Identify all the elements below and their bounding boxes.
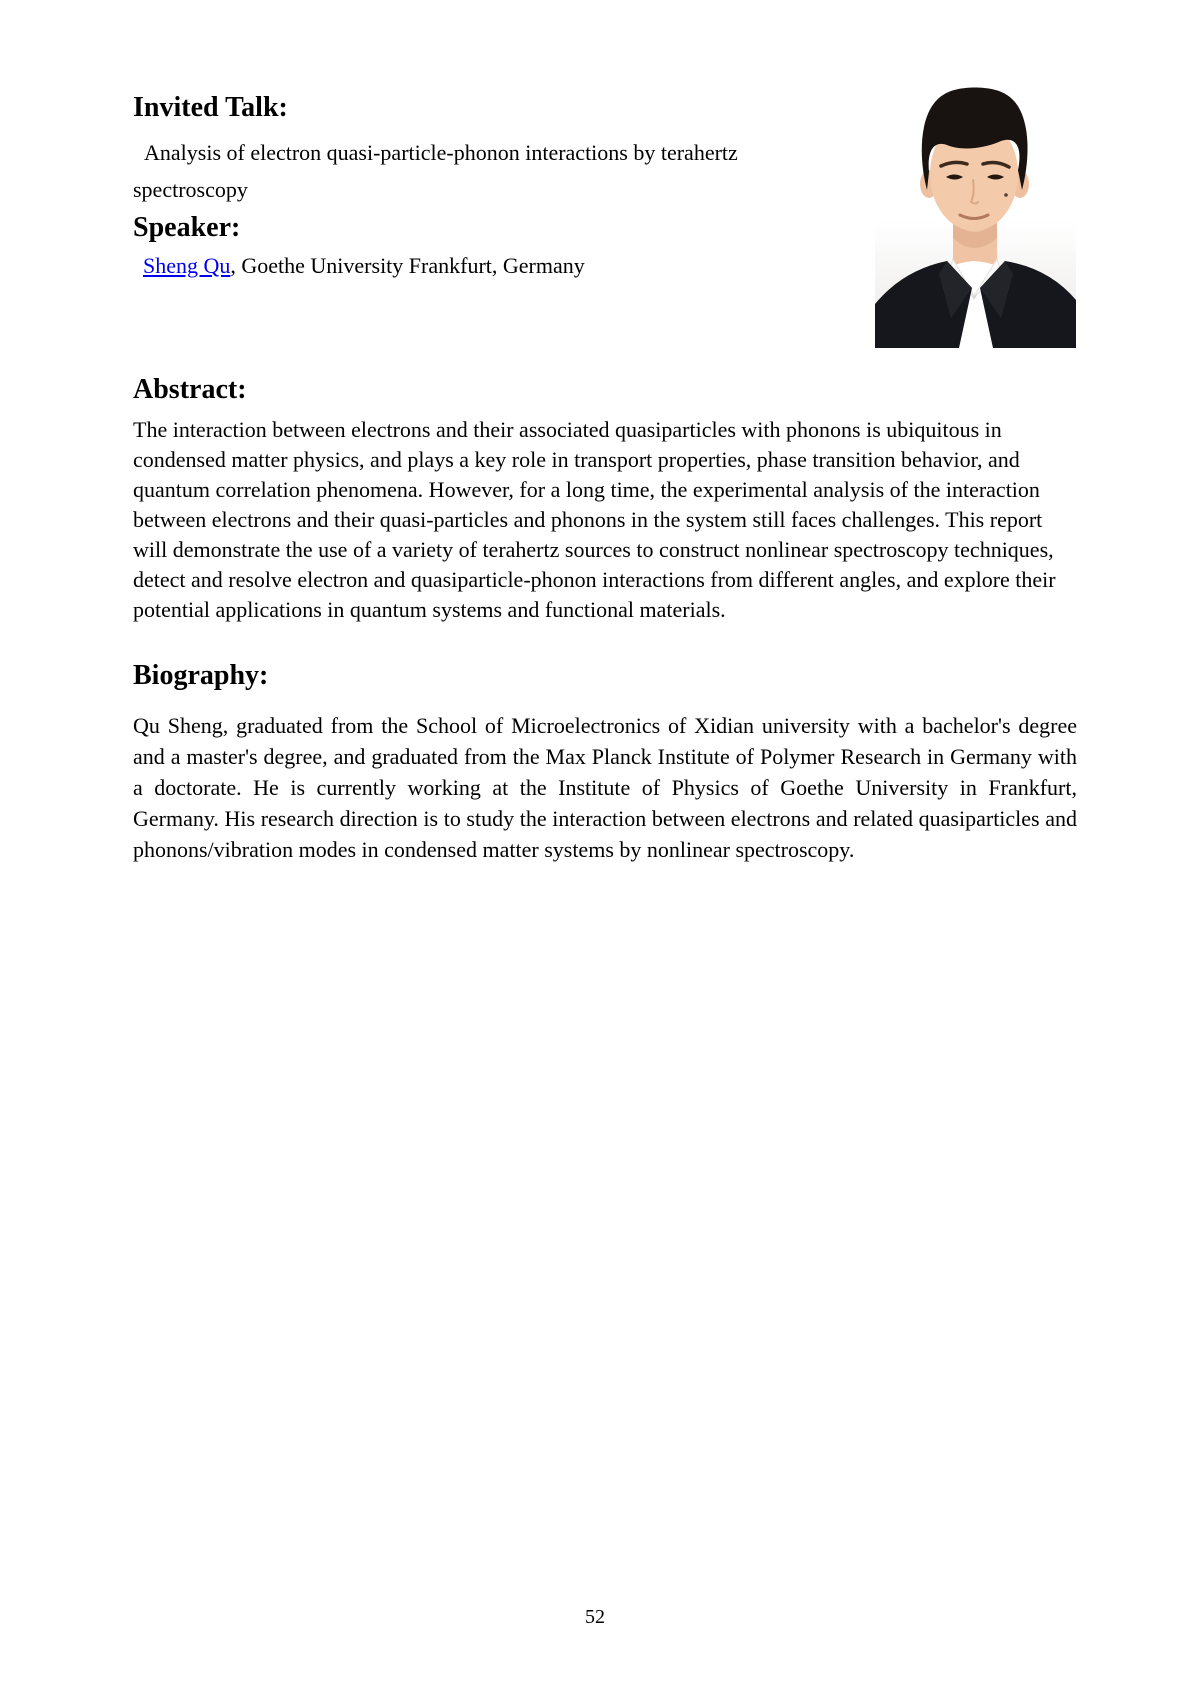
speaker-name-link[interactable]: Sheng Qu — [143, 253, 231, 278]
speaker-portrait-illustration — [875, 62, 1076, 348]
speaker-affiliation: , Goethe University Frankfurt, Germany — [230, 253, 585, 278]
talk-title: Analysis of electron quasi-particle-phonon interactions by terahertz spectroscopy — [133, 140, 738, 202]
abstract-text: The interaction between electrons and their associated quasiparticles with phonons is ubiquitous in condensed matter physics, and plays a key role in transport properties, phase transition behavior, and quantum correlation phenomena. However, for a long time, the experimental analysis of the interaction between electrons and their quasi-particles and phonons in the system still faces challenges. This report will demonstrate the use of a variety of terahertz sources to construct nonlinear spectroscopy techniques, detect and resolve electron and quasiparticle-phonon interactions from different angles, and explore their potential applications in quantum systems and functional materials. — [133, 417, 1056, 622]
biography-heading: Biography: — [133, 660, 269, 692]
speaker-line — [133, 251, 833, 281]
biography-text: Qu Sheng, graduated from the School of Microelectronics of Xidian university with a bachelor's degree and a master's degree, and graduated from the Max Planck Institute of Polymer Research in Germany with a doctorate. He is currently working at the Institute of Physics of Goethe University in Frankfurt, Germany. His research direction is to study the interaction between electrons and related quasiparticles and phonons/vibration modes in condensed matter systems by nonlinear spectroscopy. — [133, 713, 1077, 862]
page-number: 52 — [585, 1606, 605, 1628]
speaker-heading: Speaker: — [133, 212, 241, 244]
abstract-heading: Abstract: — [133, 374, 247, 406]
speaker-photo — [875, 62, 1076, 348]
invited-talk-heading: Invited Talk: — [133, 92, 288, 124]
